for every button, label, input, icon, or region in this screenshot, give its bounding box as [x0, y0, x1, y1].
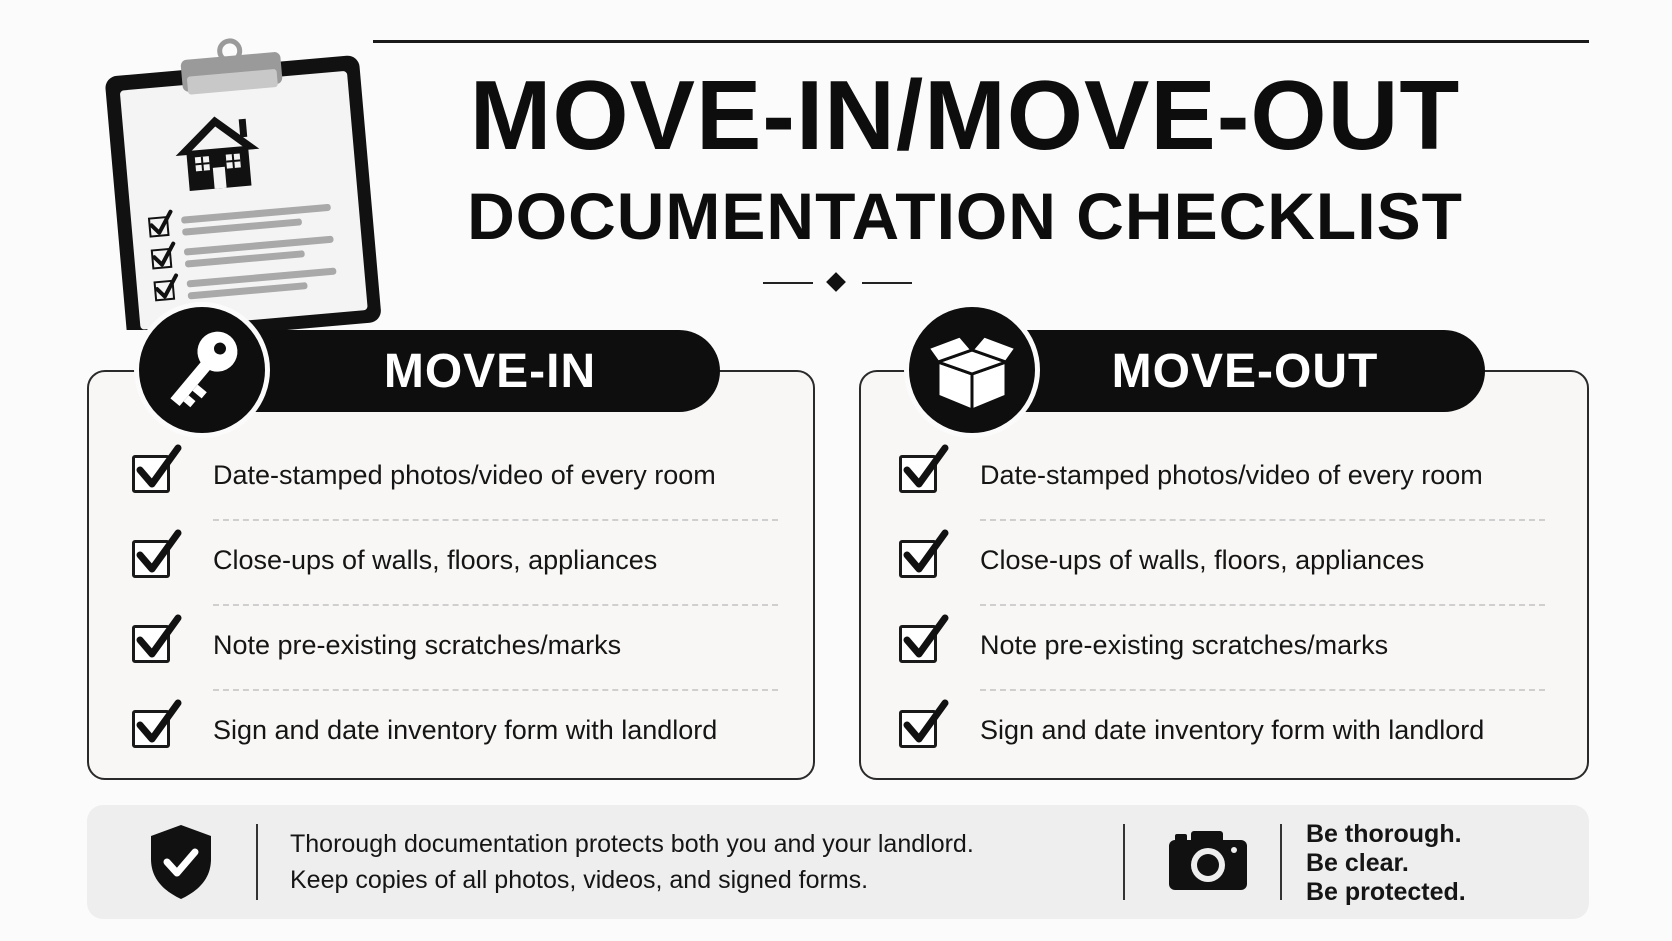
camera-icon — [1167, 828, 1249, 892]
checklist-item-label: Note pre-existing scratches/marks — [980, 630, 1389, 660]
tagline-line-1: Be thorough. — [1306, 820, 1462, 848]
checklist-item-label: Close-ups of walls, floors, appliances — [980, 545, 1425, 575]
footer-message-line-2: Keep copies of all photos, videos, and signed forms. — [290, 866, 869, 894]
checklist-item-label: Note pre-existing scratches/marks — [213, 630, 622, 660]
list-item — [128, 436, 778, 521]
footer-divider-left — [256, 824, 258, 900]
open-box-icon — [924, 322, 1020, 418]
title-ornament-diamond — [826, 272, 846, 292]
list-item — [895, 521, 1545, 606]
footer-divider-middle — [1123, 824, 1125, 900]
checklist-item-label: Sign and date inventory form with landlord — [213, 715, 718, 745]
checklist-item-label: Close-ups of walls, floors, appliances — [213, 545, 658, 575]
footer-divider-right — [1280, 824, 1282, 900]
key-badge — [134, 302, 270, 438]
footer-tagline — [1306, 820, 1466, 907]
checkmark-icon — [132, 695, 188, 751]
list-item — [895, 436, 1545, 521]
page-title: MOVE-IN/MOVE-OUT — [469, 60, 1461, 170]
page-subtitle: DOCUMENTATION CHECKLIST — [467, 179, 1463, 253]
title-ornament-right — [862, 282, 912, 284]
move-out-checklist — [895, 436, 1545, 776]
key-icon — [154, 322, 250, 418]
checkmark-icon — [899, 610, 955, 666]
checkmark-icon — [132, 525, 188, 581]
shield-check-icon — [148, 823, 214, 901]
move-in-banner: MOVE-IN — [200, 330, 720, 412]
list-item — [128, 691, 778, 776]
list-item — [895, 606, 1545, 691]
checklist-item-label: Sign and date inventory form with landlord — [980, 715, 1485, 745]
checkmark-icon — [899, 695, 955, 751]
checklist-item-label: Date-stamped photos/video of every room — [980, 460, 1483, 490]
tagline-line-3: Be protected. — [1306, 878, 1466, 906]
list-item — [128, 521, 778, 606]
checklist-item-label: Date-stamped photos/video of every room — [213, 460, 716, 490]
checkmark-icon — [132, 440, 188, 496]
tagline-line-2: Be clear. — [1306, 849, 1409, 877]
footer-message — [290, 826, 974, 898]
checkmark-icon — [899, 440, 955, 496]
list-item — [128, 606, 778, 691]
footer-message-line-1: Thorough documentation protects both you and your landlord. — [290, 830, 974, 858]
checkmark-icon — [899, 525, 955, 581]
title-ornament-left — [763, 282, 813, 284]
checkmark-icon — [132, 610, 188, 666]
clipboard-house-icon — [96, 20, 401, 330]
box-badge — [904, 302, 1040, 438]
header-rule — [373, 40, 1589, 43]
list-item — [895, 691, 1545, 776]
move-in-checklist — [128, 436, 778, 776]
move-out-banner: MOVE-OUT — [980, 330, 1485, 412]
